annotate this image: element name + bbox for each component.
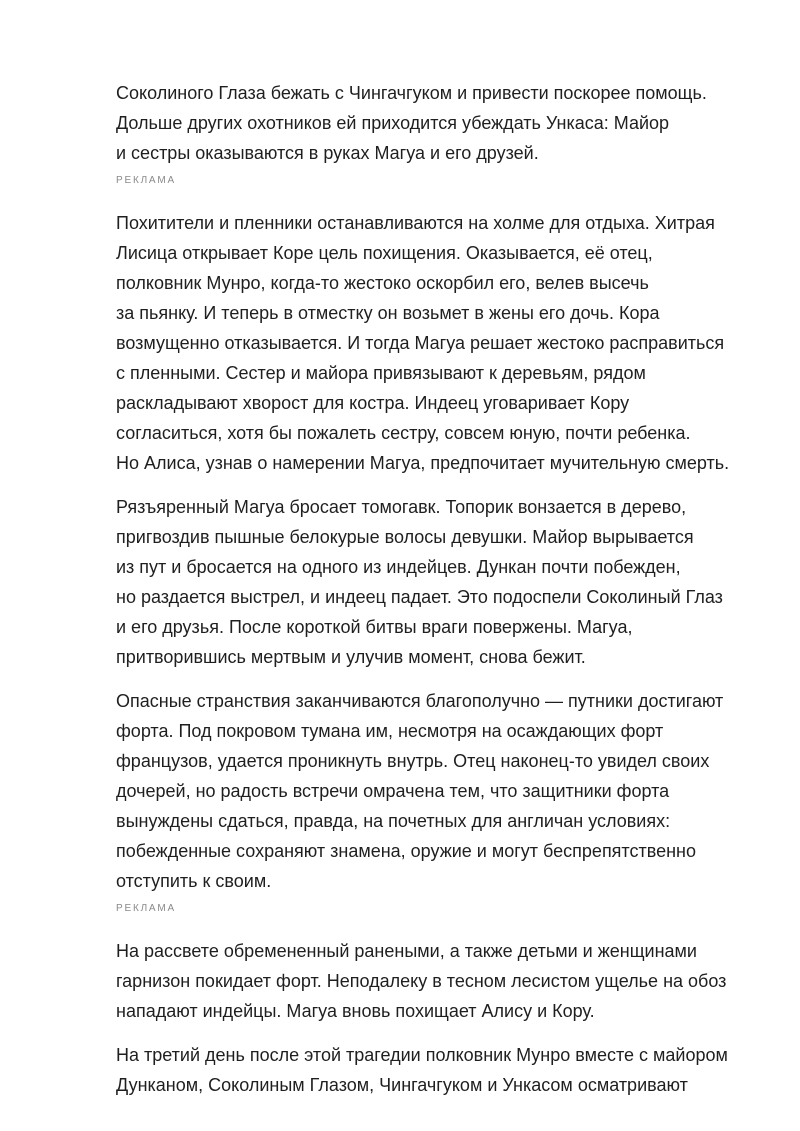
text-line: согласиться, хотя бы пожалеть сестру, совсем юную, почти ребенка. — [116, 423, 691, 443]
text-line: из пут и бросается на одного из индейцев. Дункан почти побежден, — [116, 557, 681, 577]
text-line: с пленными. Сестер и майора привязывают к деревьям, рядом — [116, 363, 646, 383]
text-line: и сестры оказываются в руках Магуа и его друзей. — [116, 143, 539, 163]
text-line: На рассвете обремененный ранеными, а также детьми и женщинами — [116, 941, 697, 961]
paragraph — [116, 78, 760, 168]
text-line: Опасные странствия заканчиваются благополучно — путники достигают — [116, 691, 724, 711]
text-line: Лисица открывает Коре цель похищения. Оказывается, её отец, — [116, 243, 653, 263]
paragraph-spacer — [116, 1026, 760, 1040]
text-line: пригвоздив пышные белокурые волосы девушки. Майор вырывается — [116, 527, 694, 547]
text-line: вынуждены сдаться, правда, на почетных для англичан условиях: — [116, 811, 671, 831]
text-line: и его друзья. После короткой битвы враги повержены. Магуа, — [116, 617, 633, 637]
text-line: полковник Мунро, когда-то жестоко оскорбил его, велев высечь — [116, 273, 649, 293]
text-line: Но Алиса, узнав о намерении Магуа, предпочитает мучительную смерть. — [116, 453, 730, 473]
text-line: форта. Под покровом тумана им, несмотря на осаждающих форт — [116, 721, 664, 741]
text-line: нападают индейцы. Магуа вновь похищает Алису и Кору. — [116, 1001, 595, 1021]
paragraph-spacer — [116, 672, 760, 686]
text-line: гарнизон покидает форт. Неподалеку в тесном лесистом ущелье на обоз — [116, 971, 727, 991]
text-line: Соколиного Глаза бежать с Чингачгуком и привести поскорее помощь. — [116, 83, 707, 103]
text-line: Дунканом, Соколиным Глазом, Чингачгуком и Ункасом осматривают — [116, 1075, 688, 1095]
ad-label: РЕКЛАМА — [116, 903, 176, 914]
paragraph-spacer — [116, 478, 760, 492]
text-line: Рязъяренный Магуа бросает томогавк. Топорик вонзается в дерево, — [116, 497, 687, 517]
text-line: На третий день после этой трагедии полковник Мунро вместе с майором — [116, 1045, 728, 1065]
paragraph — [116, 492, 760, 672]
text-line: возмущенно отказывается. И тогда Магуа решает жестоко расправиться — [116, 333, 725, 353]
text-line: отступить к своим. — [116, 871, 272, 891]
text-line: но раздается выстрел, и индеец падает. Это подоспели Соколиный Глаз — [116, 587, 723, 607]
text-line: Дольше других охотников ей приходится убеждать Ункаса: Майор — [116, 113, 670, 133]
text-line: Похитители и пленники останавливаются на холме для отдыха. Хитрая — [116, 213, 715, 233]
text-line: притворившись мертвым и улучив момент, снова бежит. — [116, 647, 586, 667]
text-line: побежденные сохраняют знамена, оружие и могут беспрепятственно — [116, 841, 696, 861]
paragraph — [116, 208, 760, 478]
text-line: за пьянку. И теперь в отместку он возьмет в жены его дочь. Кора — [116, 303, 660, 323]
paragraph — [116, 1040, 760, 1100]
ad-label: РЕКЛАМА — [116, 175, 176, 186]
text-line: французов, удается проникнуть внутрь. Отец наконец-то увидел своих — [116, 751, 710, 771]
text-line: дочерей, но радость встречи омрачена тем, что защитники форта — [116, 781, 670, 801]
paragraph — [116, 936, 760, 1026]
paragraph — [116, 686, 760, 896]
text-line: раскладывают хворост для костра. Индеец уговаривает Кору — [116, 393, 630, 413]
